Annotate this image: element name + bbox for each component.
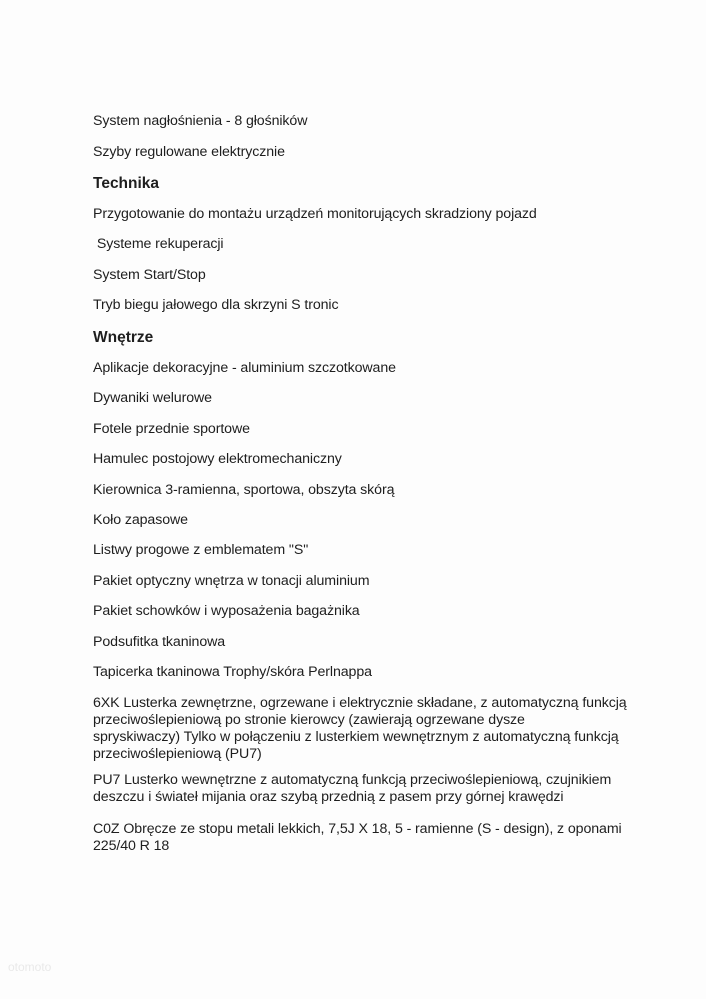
feature-line: Koło zapasowe bbox=[93, 512, 188, 528]
feature-line: Hamulec postojowy elektromechaniczny bbox=[93, 451, 342, 467]
watermark: otomoto bbox=[8, 960, 52, 974]
paragraph-line: 6XK Lusterka zewnętrzne, ogrzewane i elektrycznie składane, z automatyczną funkcją bbox=[93, 695, 627, 711]
feature-line: Szyby regulowane elektrycznie bbox=[93, 144, 285, 160]
option-paragraph-6xk bbox=[93, 695, 663, 763]
feature-line: Tryb biegu jałowego dla skrzyni S tronic bbox=[93, 297, 339, 313]
paragraph-line: przeciwoślepieniową po stronie kierowcy (zawierają ogrzewane dysze bbox=[93, 712, 525, 728]
paragraph-line: C0Z Obręcze ze stopu metali lekkich, 7,5J X 18, 5 - ramienne (S - design), z oponami bbox=[93, 821, 622, 837]
paragraph-line: 225/40 R 18 bbox=[93, 838, 170, 854]
feature-line: System Start/Stop bbox=[93, 267, 206, 283]
feature-line: Dywaniki welurowe bbox=[93, 390, 212, 406]
feature-line: Przygotowanie do montażu urządzeń monitorujących skradziony pojazd bbox=[93, 206, 537, 222]
paragraph-line: przeciwoślepieniową (PU7) bbox=[93, 746, 262, 762]
section-heading-wnetrze: Wnętrze bbox=[93, 329, 154, 346]
feature-line: Pakiet schowków i wyposażenia bagażnika bbox=[93, 603, 360, 619]
feature-line: Kierownica 3-ramienna, sportowa, obszyta skórą bbox=[93, 482, 395, 498]
feature-line: Listwy progowe z emblematem "S" bbox=[93, 542, 309, 558]
option-paragraph-c0z bbox=[93, 821, 663, 855]
section-heading-technika: Technika bbox=[93, 175, 160, 192]
feature-line: Tapicerka tkaninowa Trophy/skóra Perlnappa bbox=[93, 664, 372, 680]
feature-line: System nagłośnienia - 8 głośników bbox=[93, 113, 308, 129]
feature-line: Systeme rekuperacji bbox=[93, 236, 224, 252]
feature-line: Aplikacje dekoracyjne - aluminium szczotkowane bbox=[93, 360, 396, 376]
feature-line: Fotele przednie sportowe bbox=[93, 421, 250, 437]
feature-line: Podsufitka tkaninowa bbox=[93, 634, 226, 650]
feature-line: Pakiet optyczny wnętrza w tonacji aluminium bbox=[93, 573, 370, 589]
option-paragraph-pu7 bbox=[93, 772, 663, 806]
paragraph-line: PU7 Lusterko wewnętrzne z automatyczną funkcją przeciwoślepieniową, czujnikiem bbox=[93, 772, 612, 788]
paragraph-line: deszczu i świateł mijania oraz szybą przednią z pasem przy górnej krawędzi bbox=[93, 789, 564, 805]
paragraph-line: spryskiwaczy) Tylko w połączeniu z lusterkiem wewnętrznym z automatyczną funkcją bbox=[93, 729, 619, 745]
